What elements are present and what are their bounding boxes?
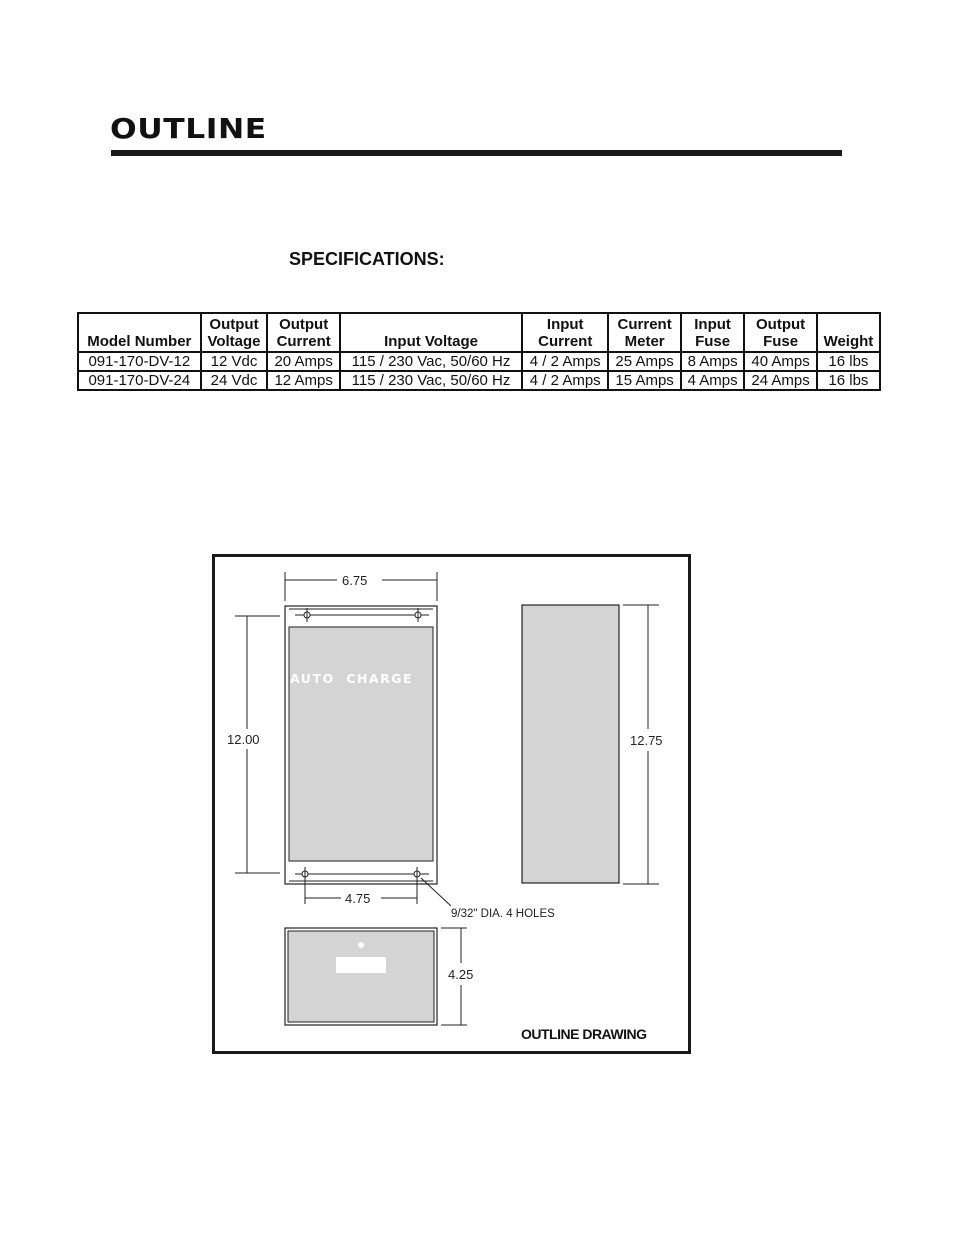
dim-depth-label: 4.25 — [448, 967, 474, 982]
table-cell: 12 Amps — [267, 371, 340, 390]
table-cell: 12 Vdc — [201, 352, 268, 371]
table-cell: 4 / 2 Amps — [522, 371, 608, 390]
column-header: Model Number — [78, 313, 201, 352]
table-cell: 16 lbs — [817, 352, 880, 371]
table-row — [78, 371, 880, 390]
table-cell: 115 / 230 Vac, 50/60 Hz — [340, 371, 522, 390]
specifications-table — [77, 312, 881, 391]
hole-note: 9/32" DIA. 4 HOLES — [451, 908, 555, 920]
dim-width-label: 6.75 — [342, 573, 368, 588]
column-header: Input Fuse — [681, 313, 744, 352]
title-rule — [111, 150, 842, 156]
column-header: Input Voltage — [340, 313, 522, 352]
table-cell: 115 / 230 Vac, 50/60 Hz — [340, 352, 522, 371]
table-cell: 16 lbs — [817, 371, 880, 390]
column-header: Output Voltage — [201, 313, 268, 352]
table-cell: 4 / 2 Amps — [522, 352, 608, 371]
specifications-heading: SPECIFICATIONS: — [289, 249, 445, 269]
table-cell: 24 Amps — [744, 371, 817, 390]
dim-hole-spacing-label: 4.75 — [345, 891, 371, 906]
table-header-row — [78, 313, 880, 352]
table-cell: 15 Amps — [608, 371, 681, 390]
table-cell: 091-170-DV-12 — [78, 352, 201, 371]
column-header: Weight — [817, 313, 880, 352]
table-cell: 24 Vdc — [201, 371, 268, 390]
dim-height-label: 12.00 — [227, 732, 260, 747]
table-cell: 091-170-DV-24 — [78, 371, 201, 390]
hole-note-leader — [421, 878, 451, 906]
drawing-caption: OUTLINE DRAWING — [521, 1026, 647, 1042]
table-cell: 25 Amps — [608, 352, 681, 371]
table-cell: 20 Amps — [267, 352, 340, 371]
outline-drawing — [215, 557, 688, 1051]
outline-drawing-frame — [212, 554, 691, 1054]
label-plate — [336, 957, 386, 973]
column-header: Input Current — [522, 313, 608, 352]
column-header: Current Meter — [608, 313, 681, 352]
table-row — [78, 352, 880, 371]
column-header: Output Fuse — [744, 313, 817, 352]
column-header: Output Current — [267, 313, 340, 352]
page-title: OUTLINE — [110, 112, 267, 145]
side-view — [522, 605, 619, 883]
brand-label: AUTO CHARGE — [290, 671, 414, 686]
indicator-dot-icon — [358, 942, 364, 948]
table-cell: 4 Amps — [681, 371, 744, 390]
front-panel — [289, 627, 433, 861]
table-cell: 8 Amps — [681, 352, 744, 371]
table-cell: 40 Amps — [744, 352, 817, 371]
dim-side-height-label: 12.75 — [630, 733, 663, 748]
